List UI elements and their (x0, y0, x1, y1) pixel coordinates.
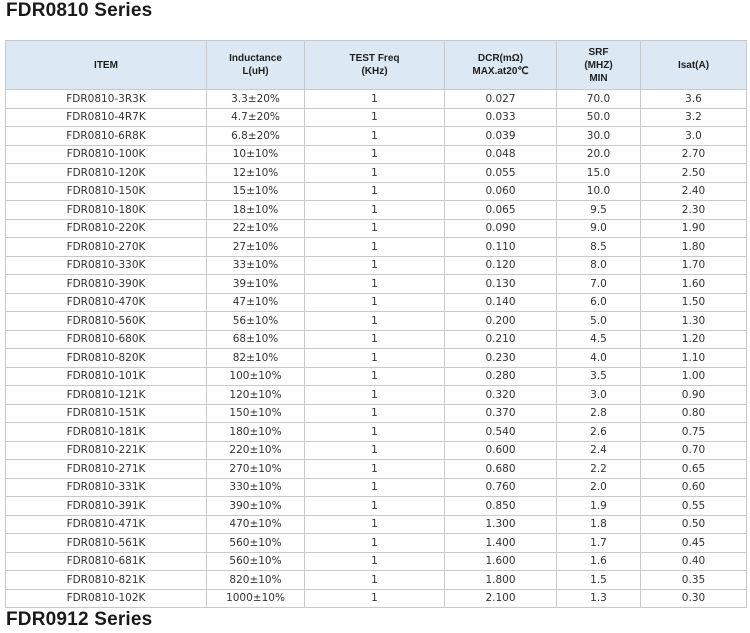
test-freq-cell: 1 (305, 460, 445, 479)
dcr-cell: 0.280 (445, 367, 557, 386)
dcr-cell: 2.100 (445, 589, 557, 608)
header-isat-line: Isat(A) (677, 59, 710, 71)
srf-cell: 20.0 (557, 145, 641, 164)
item-cell: FDR0810-470K (6, 293, 207, 312)
srf-cell: 1.3 (557, 589, 641, 608)
table-row (6, 108, 747, 127)
isat-cell: 0.70 (641, 441, 747, 460)
table-row (6, 164, 747, 183)
header-test-freq (305, 41, 445, 90)
dcr-cell: 0.210 (445, 330, 557, 349)
dcr-cell: 0.060 (445, 182, 557, 201)
isat-cell: 1.20 (641, 330, 747, 349)
srf-cell: 1.8 (557, 515, 641, 534)
inductance-cell: 180±10% (207, 423, 305, 442)
srf-cell: 8.0 (557, 256, 641, 275)
table-row (6, 423, 747, 442)
dcr-cell: 1.300 (445, 515, 557, 534)
isat-cell: 0.30 (641, 589, 747, 608)
inductance-cell: 150±10% (207, 404, 305, 423)
dcr-cell: 0.600 (445, 441, 557, 460)
inductance-cell: 22±10% (207, 219, 305, 238)
inductance-cell: 68±10% (207, 330, 305, 349)
item-cell: FDR0810-391K (6, 497, 207, 516)
dcr-cell: 0.039 (445, 127, 557, 146)
table-row (6, 460, 747, 479)
test-freq-cell: 1 (305, 201, 445, 220)
dcr-cell: 0.200 (445, 312, 557, 331)
dcr-cell: 0.055 (445, 164, 557, 183)
test-freq-cell: 1 (305, 386, 445, 405)
header-srf (557, 41, 641, 90)
item-cell: FDR0810-270K (6, 238, 207, 257)
inductance-cell: 120±10% (207, 386, 305, 405)
inductance-cell: 6.8±20% (207, 127, 305, 146)
isat-cell: 0.55 (641, 497, 747, 516)
dcr-cell: 0.048 (445, 145, 557, 164)
item-cell: FDR0810-820K (6, 349, 207, 368)
srf-cell: 3.0 (557, 386, 641, 405)
item-cell: FDR0810-102K (6, 589, 207, 608)
inductance-cell: 15±10% (207, 182, 305, 201)
srf-cell: 4.0 (557, 349, 641, 368)
isat-cell: 1.70 (641, 256, 747, 275)
item-cell: FDR0810-181K (6, 423, 207, 442)
inductance-cell: 3.3±20% (207, 90, 305, 109)
srf-cell: 2.8 (557, 404, 641, 423)
test-freq-cell: 1 (305, 441, 445, 460)
header-srf-line: MIN (589, 72, 608, 84)
inductance-cell: 330±10% (207, 478, 305, 497)
test-freq-cell: 1 (305, 330, 445, 349)
isat-cell: 0.35 (641, 571, 747, 590)
inductance-cell: 1000±10% (207, 589, 305, 608)
item-cell: FDR0810-220K (6, 219, 207, 238)
srf-cell: 2.0 (557, 478, 641, 497)
header-inductance-line: Inductance (229, 53, 282, 64)
inductance-cell: 33±10% (207, 256, 305, 275)
srf-cell: 6.0 (557, 293, 641, 312)
inductance-cell: 39±10% (207, 275, 305, 294)
dcr-cell: 0.540 (445, 423, 557, 442)
table-row (6, 256, 747, 275)
isat-cell: 3.2 (641, 108, 747, 127)
inductance-cell: 820±10% (207, 571, 305, 590)
isat-cell: 3.6 (641, 90, 747, 109)
test-freq-cell: 1 (305, 145, 445, 164)
test-freq-cell: 1 (305, 164, 445, 183)
table-row (6, 478, 747, 497)
table-row (6, 330, 747, 349)
isat-cell: 0.60 (641, 478, 747, 497)
srf-cell: 8.5 (557, 238, 641, 257)
item-cell: FDR0810-4R7K (6, 108, 207, 127)
header-inductance-line: L(uH) (242, 66, 269, 77)
dcr-cell: 0.760 (445, 478, 557, 497)
isat-cell: 2.50 (641, 164, 747, 183)
inductance-cell: 56±10% (207, 312, 305, 331)
item-cell: FDR0810-821K (6, 571, 207, 590)
isat-cell: 0.75 (641, 423, 747, 442)
test-freq-cell: 1 (305, 478, 445, 497)
test-freq-cell: 1 (305, 423, 445, 442)
dcr-cell: 0.850 (445, 497, 557, 516)
item-cell: FDR0810-151K (6, 404, 207, 423)
inductance-cell: 470±10% (207, 515, 305, 534)
table-row (6, 293, 747, 312)
srf-cell: 50.0 (557, 108, 641, 127)
spec-table-header (6, 41, 747, 90)
item-cell: FDR0810-330K (6, 256, 207, 275)
srf-cell: 9.5 (557, 201, 641, 220)
dcr-cell: 0.680 (445, 460, 557, 479)
item-cell: FDR0810-100K (6, 145, 207, 164)
item-cell: FDR0810-681K (6, 552, 207, 571)
inductance-cell: 82±10% (207, 349, 305, 368)
dcr-cell: 0.320 (445, 386, 557, 405)
header-srf-line: (MHZ) (584, 59, 613, 71)
table-row (6, 497, 747, 516)
inductance-cell: 100±10% (207, 367, 305, 386)
table-row (6, 367, 747, 386)
header-test-freq-line: (KHz) (361, 66, 388, 77)
dcr-cell: 0.090 (445, 219, 557, 238)
table-row (6, 312, 747, 331)
table-row (6, 404, 747, 423)
table-row (6, 219, 747, 238)
srf-cell: 4.5 (557, 330, 641, 349)
srf-cell: 10.0 (557, 182, 641, 201)
srf-cell: 9.0 (557, 219, 641, 238)
test-freq-cell: 1 (305, 127, 445, 146)
item-cell: FDR0810-3R3K (6, 90, 207, 109)
inductance-cell: 27±10% (207, 238, 305, 257)
test-freq-cell: 1 (305, 312, 445, 331)
table-row (6, 238, 747, 257)
srf-cell: 5.0 (557, 312, 641, 331)
dcr-cell: 1.400 (445, 534, 557, 553)
test-freq-cell: 1 (305, 571, 445, 590)
srf-cell: 70.0 (557, 90, 641, 109)
header-test-freq-line: TEST Freq (349, 53, 400, 64)
test-freq-cell: 1 (305, 219, 445, 238)
table-row (6, 127, 747, 146)
isat-cell: 1.30 (641, 312, 747, 331)
item-cell: FDR0810-390K (6, 275, 207, 294)
test-freq-cell: 1 (305, 497, 445, 516)
header-srf-line: SRF (588, 46, 609, 58)
test-freq-cell: 1 (305, 293, 445, 312)
test-freq-cell: 1 (305, 515, 445, 534)
isat-cell: 2.30 (641, 201, 747, 220)
item-cell: FDR0810-180K (6, 201, 207, 220)
dcr-cell: 0.140 (445, 293, 557, 312)
header-dcr (445, 41, 557, 90)
test-freq-cell: 1 (305, 404, 445, 423)
test-freq-cell: 1 (305, 589, 445, 608)
test-freq-cell: 1 (305, 275, 445, 294)
test-freq-cell: 1 (305, 349, 445, 368)
series-title-fdr0912: FDR0912 Series (6, 609, 153, 630)
item-cell: FDR0810-560K (6, 312, 207, 331)
inductance-cell: 560±10% (207, 552, 305, 571)
srf-cell: 3.5 (557, 367, 641, 386)
header-item-line: ITEM (94, 59, 118, 71)
isat-cell: 1.60 (641, 275, 747, 294)
dcr-cell: 0.130 (445, 275, 557, 294)
table-row (6, 275, 747, 294)
header-dcr-line: MAX.at20℃ (472, 66, 529, 77)
table-row (6, 349, 747, 368)
spec-table-body (6, 90, 747, 608)
table-row (6, 534, 747, 553)
dcr-cell: 1.800 (445, 571, 557, 590)
isat-cell: 3.0 (641, 127, 747, 146)
srf-cell: 1.5 (557, 571, 641, 590)
isat-cell: 0.50 (641, 515, 747, 534)
test-freq-cell: 1 (305, 256, 445, 275)
table-row (6, 441, 747, 460)
srf-cell: 2.2 (557, 460, 641, 479)
srf-cell: 15.0 (557, 164, 641, 183)
header-dcr-line: DCR(mΩ) (477, 53, 524, 64)
inductance-cell: 47±10% (207, 293, 305, 312)
item-cell: FDR0810-680K (6, 330, 207, 349)
table-row (6, 515, 747, 534)
inductance-cell: 12±10% (207, 164, 305, 183)
item-cell: FDR0810-471K (6, 515, 207, 534)
srf-cell: 30.0 (557, 127, 641, 146)
table-row (6, 552, 747, 571)
dcr-cell: 0.027 (445, 90, 557, 109)
header-inductance (207, 41, 305, 90)
dcr-cell: 0.110 (445, 238, 557, 257)
test-freq-cell: 1 (305, 534, 445, 553)
item-cell: FDR0810-271K (6, 460, 207, 479)
inductance-cell: 390±10% (207, 497, 305, 516)
srf-cell: 1.7 (557, 534, 641, 553)
srf-cell: 2.6 (557, 423, 641, 442)
inductance-cell: 220±10% (207, 441, 305, 460)
test-freq-cell: 1 (305, 367, 445, 386)
inductance-cell: 4.7±20% (207, 108, 305, 127)
item-cell: FDR0810-331K (6, 478, 207, 497)
srf-cell: 2.4 (557, 441, 641, 460)
inductance-cell: 18±10% (207, 201, 305, 220)
header-item (6, 41, 207, 90)
test-freq-cell: 1 (305, 90, 445, 109)
item-cell: FDR0810-101K (6, 367, 207, 386)
item-cell: FDR0810-6R8K (6, 127, 207, 146)
header-isat (641, 41, 747, 90)
srf-cell: 1.9 (557, 497, 641, 516)
test-freq-cell: 1 (305, 552, 445, 571)
table-row (6, 386, 747, 405)
isat-cell: 1.90 (641, 219, 747, 238)
table-row (6, 571, 747, 590)
item-cell: FDR0810-150K (6, 182, 207, 201)
test-freq-cell: 1 (305, 108, 445, 127)
isat-cell: 0.45 (641, 534, 747, 553)
dcr-cell: 1.600 (445, 552, 557, 571)
isat-cell: 0.65 (641, 460, 747, 479)
inductance-cell: 270±10% (207, 460, 305, 479)
inductance-cell: 560±10% (207, 534, 305, 553)
inductance-cell: 10±10% (207, 145, 305, 164)
isat-cell: 2.40 (641, 182, 747, 201)
test-freq-cell: 1 (305, 238, 445, 257)
srf-cell: 7.0 (557, 275, 641, 294)
dcr-cell: 0.065 (445, 201, 557, 220)
header-row (6, 41, 747, 90)
dcr-cell: 0.230 (445, 349, 557, 368)
isat-cell: 2.70 (641, 145, 747, 164)
isat-cell: 0.80 (641, 404, 747, 423)
table-row (6, 90, 747, 109)
series-title-fdr0810: FDR0810 Series (6, 0, 153, 21)
dcr-cell: 0.120 (445, 256, 557, 275)
isat-cell: 1.80 (641, 238, 747, 257)
isat-cell: 1.10 (641, 349, 747, 368)
isat-cell: 1.50 (641, 293, 747, 312)
table-row (6, 589, 747, 608)
dcr-cell: 0.370 (445, 404, 557, 423)
dcr-cell: 0.033 (445, 108, 557, 127)
table-row (6, 145, 747, 164)
table-row (6, 201, 747, 220)
spec-table (5, 40, 747, 608)
item-cell: FDR0810-121K (6, 386, 207, 405)
isat-cell: 1.00 (641, 367, 747, 386)
isat-cell: 0.40 (641, 552, 747, 571)
srf-cell: 1.6 (557, 552, 641, 571)
table-row (6, 182, 747, 201)
item-cell: FDR0810-120K (6, 164, 207, 183)
item-cell: FDR0810-561K (6, 534, 207, 553)
item-cell: FDR0810-221K (6, 441, 207, 460)
isat-cell: 0.90 (641, 386, 747, 405)
test-freq-cell: 1 (305, 182, 445, 201)
